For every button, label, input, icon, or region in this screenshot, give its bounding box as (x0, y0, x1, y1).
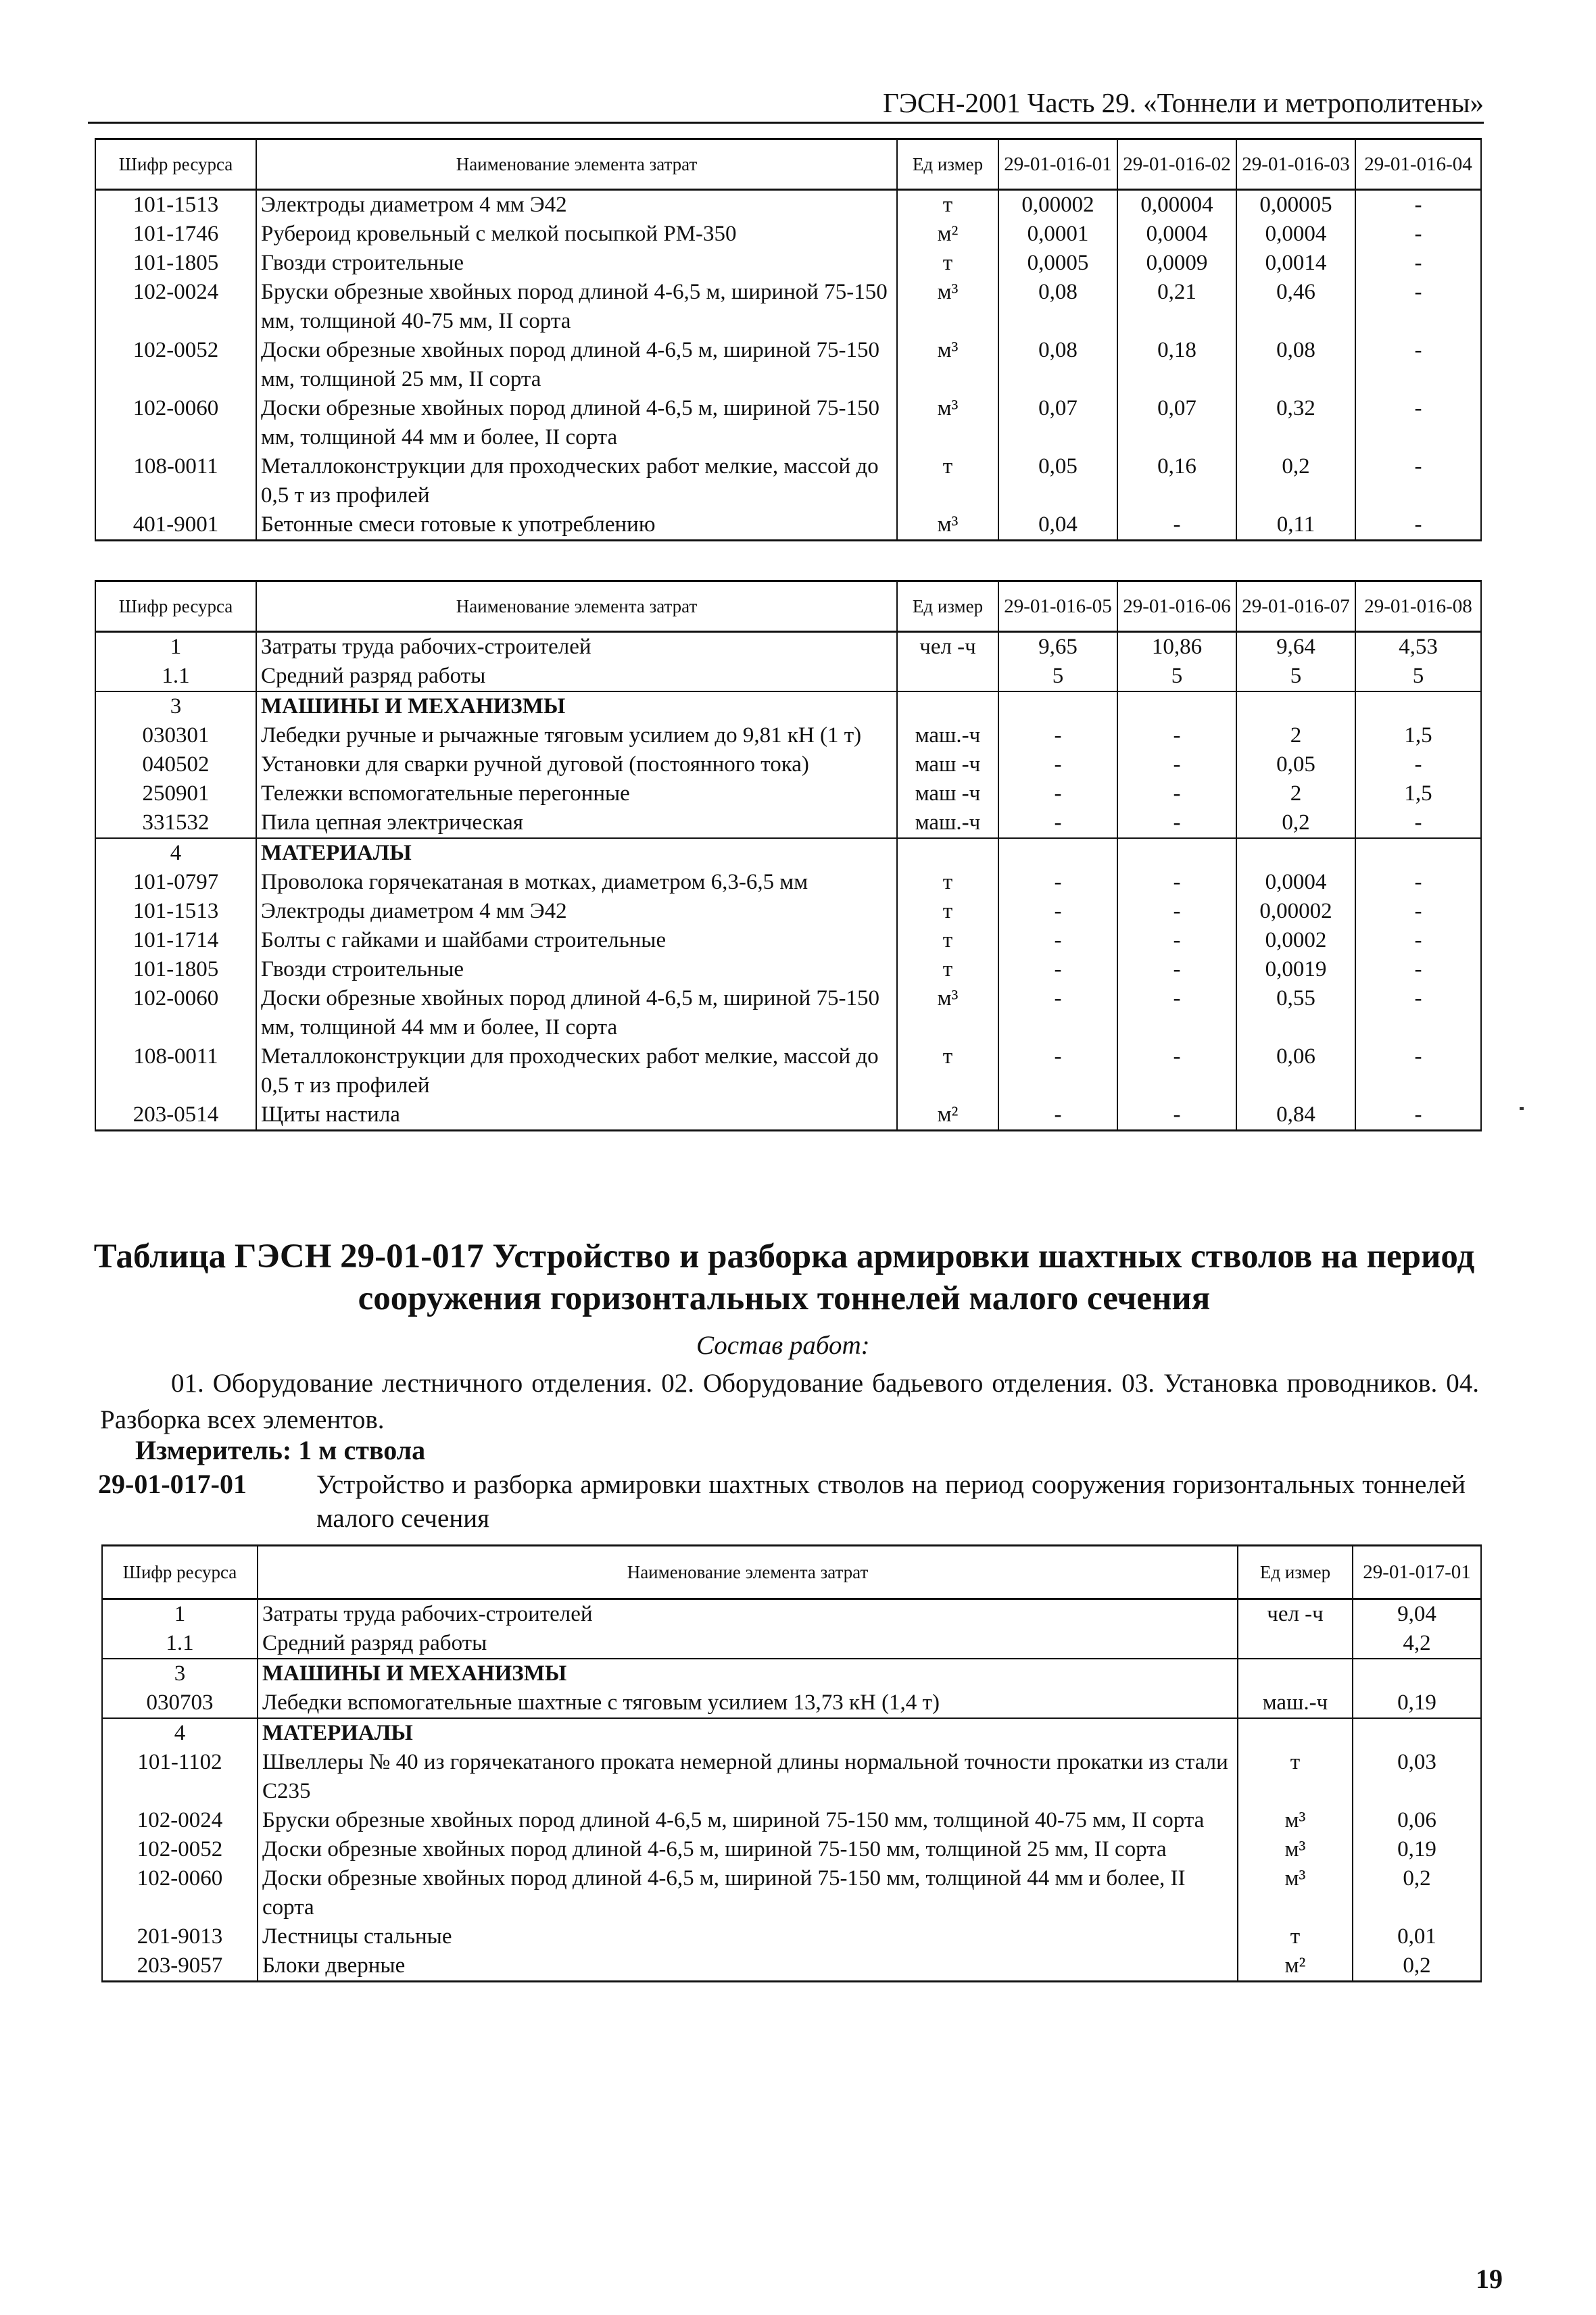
cell-code: 101-0797 (95, 868, 256, 897)
cell-code: 1.1 (95, 662, 256, 691)
cell-value: 0,0004 (1236, 220, 1355, 249)
cell-unit (897, 691, 998, 721)
cell-value: 0,03 (1353, 1748, 1481, 1806)
cell-code: 401-9001 (95, 510, 256, 541)
cell-value: - (1117, 984, 1236, 1042)
cell-value (1117, 691, 1236, 721)
cell-value: 0,18 (1117, 336, 1236, 394)
cell-unit: м³ (1238, 1835, 1353, 1864)
table-row (95, 955, 1481, 984)
cell-code: 203-9057 (102, 1951, 258, 1982)
cell-code: 1 (95, 632, 256, 662)
cell-value (1236, 691, 1355, 721)
col-header-norm: 29-01-016-03 (1236, 139, 1355, 190)
cell-value: - (1117, 1100, 1236, 1131)
table-row (102, 1718, 1481, 1748)
col-header-name: Наименование элемента затрат (258, 1546, 1238, 1599)
cell-unit: м³ (897, 984, 998, 1042)
cell-name: Электроды диаметром 4 мм Э42 (256, 897, 897, 926)
table-row (95, 691, 1481, 721)
cell-code: 101-1102 (102, 1748, 258, 1806)
table-row (95, 249, 1481, 278)
resource-table-016-part1 (95, 138, 1482, 541)
table-row (95, 278, 1481, 336)
cell-value: 0,0004 (1117, 220, 1236, 249)
cell-value: 0,32 (1236, 394, 1355, 452)
cell-value: - (1117, 955, 1236, 984)
cell-value: 0,55 (1236, 984, 1355, 1042)
table-row (102, 1629, 1481, 1659)
cell-unit (897, 662, 998, 691)
cell-code: 201-9013 (102, 1922, 258, 1951)
cell-value: 5 (1236, 662, 1355, 691)
cell-code: 4 (102, 1718, 258, 1748)
table-row (95, 632, 1481, 662)
cell-value: - (1117, 1042, 1236, 1100)
col-header-code: Шифр ресурса (95, 581, 256, 632)
running-header (88, 87, 1484, 124)
cell-code: 4 (95, 838, 256, 868)
cell-value: 5 (1355, 662, 1481, 691)
cell-value: 0,08 (1236, 336, 1355, 394)
cell-value: 2 (1236, 721, 1355, 750)
cell-value: 0,0005 (998, 249, 1117, 278)
cell-value: 0,2 (1353, 1951, 1481, 1982)
cell-unit: м² (1238, 1951, 1353, 1982)
col-header-unit: Ед измер (897, 581, 998, 632)
cell-code: 331532 (95, 808, 256, 838)
cell-name: Доски обрезные хвойных пород длиной 4-6,5 м, шириной 75-150 мм, толщиной 44 мм и более, II сорта (256, 394, 897, 452)
cell-value: - (1355, 955, 1481, 984)
cell-name: Проволока горячекатаная в мотках, диаметром 6,3-6,5 мм (256, 868, 897, 897)
cell-value: 0,46 (1236, 278, 1355, 336)
cell-unit: маш.-ч (1238, 1688, 1353, 1718)
cell-value: - (1355, 336, 1481, 394)
cell-name: Металлоконструкции для проходческих работ мелкие, массой до 0,5 т из профилей (256, 452, 897, 510)
cell-unit: т (897, 897, 998, 926)
cell-unit: м² (897, 1100, 998, 1131)
cell-value: 0,11 (1236, 510, 1355, 541)
cell-name: Лебедки ручные и рычажные тяговым усилием до 9,81 кН (1 т) (256, 721, 897, 750)
table-header-row (95, 581, 1481, 632)
cell-unit (1238, 1629, 1353, 1659)
cell-unit (1238, 1659, 1353, 1688)
cell-code: 203-0514 (95, 1100, 256, 1131)
cell-value: - (1355, 394, 1481, 452)
cell-code: 101-1513 (95, 190, 256, 220)
table-row (95, 750, 1481, 779)
table-row (95, 984, 1481, 1042)
cell-value (998, 691, 1117, 721)
table-row (102, 1806, 1481, 1835)
cell-code: 101-1805 (95, 249, 256, 278)
page-number: 19 (1476, 2264, 1503, 2294)
cell-unit: м² (897, 220, 998, 249)
table-row (102, 1688, 1481, 1718)
cell-name: Доски обрезные хвойных пород длиной 4-6,5 м, шириной 75-150 мм, толщиной 25 мм, II сорта (258, 1835, 1238, 1864)
cell-code: 102-0060 (95, 984, 256, 1042)
cell-value: 4,53 (1355, 632, 1481, 662)
cell-value: 9,65 (998, 632, 1117, 662)
table-row (95, 452, 1481, 510)
cell-value: - (998, 750, 1117, 779)
cell-value: 0,06 (1353, 1806, 1481, 1835)
cell-unit: т (897, 1042, 998, 1100)
col-header-norm: 29-01-016-01 (998, 139, 1117, 190)
cell-unit: маш -ч (897, 779, 998, 808)
cell-code: 3 (102, 1659, 258, 1688)
cell-name: Затраты труда рабочих-строителей (258, 1599, 1238, 1630)
table-row (95, 779, 1481, 808)
cell-value: 0,05 (1236, 750, 1355, 779)
table-row (102, 1659, 1481, 1688)
cell-name: МАШИНЫ И МЕХАНИЗМЫ (258, 1659, 1238, 1688)
cell-value: 0,0002 (1236, 926, 1355, 955)
cell-value: - (1117, 897, 1236, 926)
cell-value: 0,0001 (998, 220, 1117, 249)
table-row (102, 1951, 1481, 1982)
table-header-row (95, 139, 1481, 190)
cell-value: 0,2 (1353, 1864, 1481, 1922)
col-header-name: Наименование элемента затрат (256, 581, 897, 632)
cell-value: - (1355, 926, 1481, 955)
cell-value: - (998, 955, 1117, 984)
cell-value: - (1355, 868, 1481, 897)
cell-code: 1 (102, 1599, 258, 1630)
cell-name: Доски обрезные хвойных пород длиной 4-6,5 м, шириной 75-150 мм, толщиной 44 мм и более, II сорта (258, 1864, 1238, 1922)
cell-code: 102-0024 (102, 1806, 258, 1835)
cell-unit: м³ (1238, 1806, 1353, 1835)
resource-table-017 (101, 1544, 1482, 1982)
cell-name: Блоки дверные (258, 1951, 1238, 1982)
cell-name: Гвозди строительные (256, 955, 897, 984)
cell-value: 0,00004 (1117, 190, 1236, 220)
cell-code: 101-1513 (95, 897, 256, 926)
cell-code: 101-1805 (95, 955, 256, 984)
cell-name: Установки для сварки ручной дуговой (постоянного тока) (256, 750, 897, 779)
cell-value: - (1355, 190, 1481, 220)
cell-name: МАШИНЫ И МЕХАНИЗМЫ (256, 691, 897, 721)
cell-code: 108-0011 (95, 1042, 256, 1100)
table-row (95, 394, 1481, 452)
cell-value: - (1117, 750, 1236, 779)
cell-value: - (1355, 249, 1481, 278)
table-row (102, 1922, 1481, 1951)
table-row (95, 808, 1481, 838)
cell-value: - (1355, 452, 1481, 510)
cell-unit: т (897, 868, 998, 897)
cell-code: 1.1 (102, 1629, 258, 1659)
cell-code: 108-0011 (95, 452, 256, 510)
table-row (95, 1100, 1481, 1131)
cell-name: Лестницы стальные (258, 1922, 1238, 1951)
cell-unit: т (897, 249, 998, 278)
cell-value: 1,5 (1355, 779, 1481, 808)
cell-value: - (998, 779, 1117, 808)
cell-code: 040502 (95, 750, 256, 779)
cell-value: 0,0014 (1236, 249, 1355, 278)
cell-code: 102-0024 (95, 278, 256, 336)
cell-unit: м³ (1238, 1864, 1353, 1922)
cell-value: 0,0004 (1236, 868, 1355, 897)
cell-value: - (1117, 808, 1236, 838)
col-header-code: Шифр ресурса (95, 139, 256, 190)
cell-unit: т (897, 452, 998, 510)
cell-value (1117, 838, 1236, 868)
cell-value: 0,84 (1236, 1100, 1355, 1131)
cell-value: 0,00005 (1236, 190, 1355, 220)
cell-value: - (998, 808, 1117, 838)
col-header-norm: 29-01-017-01 (1353, 1546, 1481, 1599)
cell-value: 0,19 (1353, 1688, 1481, 1718)
cell-name: Пила цепная электрическая (256, 808, 897, 838)
cell-value: - (998, 868, 1117, 897)
table-row (95, 838, 1481, 868)
cell-value (1353, 1659, 1481, 1688)
cell-value: 4,2 (1353, 1629, 1481, 1659)
cell-value: - (1355, 808, 1481, 838)
cell-value: 0,19 (1353, 1835, 1481, 1864)
cell-value: 10,86 (1117, 632, 1236, 662)
cell-code: 102-0052 (95, 336, 256, 394)
cell-unit: чел -ч (1238, 1599, 1353, 1630)
table-body (95, 190, 1481, 541)
cell-name: Гвозди строительные (256, 249, 897, 278)
table-row (102, 1835, 1481, 1864)
cell-name: Доски обрезные хвойных пород длиной 4-6,5 м, шириной 75-150 мм, толщиной 44 мм и более, II сорта (256, 984, 897, 1042)
cell-value: 0,01 (1353, 1922, 1481, 1951)
cell-code: 102-0052 (102, 1835, 258, 1864)
cell-value: 0,08 (998, 278, 1117, 336)
cell-code: 101-1714 (95, 926, 256, 955)
cell-value: - (998, 1100, 1117, 1131)
cell-code: 030301 (95, 721, 256, 750)
cell-value: - (1117, 779, 1236, 808)
cell-name: Доски обрезные хвойных пород длиной 4-6,5 м, шириной 75-150 мм, толщиной 25 мм, II сорта (256, 336, 897, 394)
cell-name: Металлоконструкции для проходческих работ мелкие, массой до 0,5 т из профилей (256, 1042, 897, 1100)
cell-value: 5 (1117, 662, 1236, 691)
cell-unit: т (1238, 1748, 1353, 1806)
cell-unit: м³ (897, 336, 998, 394)
cell-value: - (998, 926, 1117, 955)
cell-unit: м³ (897, 510, 998, 541)
table-row (95, 926, 1481, 955)
cell-name: Затраты труда рабочих-строителей (256, 632, 897, 662)
cell-value: - (998, 721, 1117, 750)
cell-value: 0,04 (998, 510, 1117, 541)
cell-value: - (998, 984, 1117, 1042)
col-header-code: Шифр ресурса (102, 1546, 258, 1599)
cell-unit: т (897, 955, 998, 984)
norm-description: Устройство и разборка армировки шахтных стволов на период сооружения горизонтальных тоннелей малого сечения (316, 1470, 1466, 1533)
cell-value (1355, 691, 1481, 721)
col-header-norm: 29-01-016-02 (1117, 139, 1236, 190)
cell-value: 9,64 (1236, 632, 1355, 662)
cell-value: 0,06 (1236, 1042, 1355, 1100)
table-body (102, 1599, 1481, 1982)
cell-name: Рубероид кровельный с мелкой посыпкой РМ-350 (256, 220, 897, 249)
table-header-row (102, 1546, 1481, 1599)
col-header-name: Наименование элемента затрат (256, 139, 897, 190)
measure-unit: Измеритель: 1 м ствола (135, 1435, 426, 1465)
cell-name: Средний разряд работы (258, 1629, 1238, 1659)
cell-value (998, 838, 1117, 868)
cell-name: Бруски обрезные хвойных пород длиной 4-6,5 м, шириной 75-150 мм, толщиной 40-75 мм, II сорта (256, 278, 897, 336)
cell-value: 0,08 (998, 336, 1117, 394)
cell-name: Тележки вспомогательные перегонные (256, 779, 897, 808)
cell-name: Швеллеры № 40 из горячекатаного проката немерной длины нормальной точности прокатки из стали С235 (258, 1748, 1238, 1806)
cell-name: Бруски обрезные хвойных пород длиной 4-6,5 м, шириной 75-150 мм, толщиной 40-75 мм, II сорта (258, 1806, 1238, 1835)
cell-name: МАТЕРИАЛЫ (256, 838, 897, 868)
cell-value: 0,16 (1117, 452, 1236, 510)
col-header-norm: 29-01-016-06 (1117, 581, 1236, 632)
cell-unit: т (897, 926, 998, 955)
table-row (95, 662, 1481, 691)
cell-value: - (1355, 278, 1481, 336)
cell-value: 0,21 (1117, 278, 1236, 336)
cell-value: - (1117, 926, 1236, 955)
col-header-norm: 29-01-016-04 (1355, 139, 1481, 190)
cell-value: - (1355, 750, 1481, 779)
resource-table-016-part2 (95, 580, 1482, 1131)
table-row (95, 190, 1481, 220)
cell-value (1236, 838, 1355, 868)
cell-value: 0,00002 (998, 190, 1117, 220)
cell-value: 0,07 (1117, 394, 1236, 452)
cell-value: - (998, 897, 1117, 926)
cell-code: 102-0060 (95, 394, 256, 452)
cell-value: - (1355, 510, 1481, 541)
cell-value: 0,2 (1236, 452, 1355, 510)
cell-value: - (1355, 220, 1481, 249)
cell-value: 0,07 (998, 394, 1117, 452)
cell-value: 0,0009 (1117, 249, 1236, 278)
col-header-unit: Ед измер (1238, 1546, 1353, 1599)
cell-unit: чел -ч (897, 632, 998, 662)
cell-value: - (1355, 984, 1481, 1042)
cell-value: 5 (998, 662, 1117, 691)
table-row (95, 1042, 1481, 1100)
cell-name: Средний разряд работы (256, 662, 897, 691)
cell-unit (897, 838, 998, 868)
cell-value: 9,04 (1353, 1599, 1481, 1630)
col-header-norm: 29-01-016-05 (998, 581, 1117, 632)
table-row (95, 721, 1481, 750)
cell-unit: м³ (897, 278, 998, 336)
work-composition-text: 01. Оборудование лестничного отделения. 02. Оборудование бадьевого отделения. 03. Установка проводников. 04. Разборка всех элементов. (100, 1369, 1479, 1434)
cell-name: Электроды диаметром 4 мм Э42 (256, 190, 897, 220)
table-row (95, 220, 1481, 249)
table-row (102, 1599, 1481, 1630)
cell-value: - (1117, 868, 1236, 897)
table-row (95, 510, 1481, 541)
table-row (95, 868, 1481, 897)
cell-code: 101-1746 (95, 220, 256, 249)
cell-value: 2 (1236, 779, 1355, 808)
cell-value: - (1355, 1042, 1481, 1100)
norm-code: 29-01-017-01 (98, 1469, 247, 1499)
cell-code: 3 (95, 691, 256, 721)
cell-code: 102-0060 (102, 1864, 258, 1922)
cell-unit: т (1238, 1922, 1353, 1951)
section-title-line2: сооружения горизонтальных тоннелей малого сечения (358, 1280, 1211, 1317)
col-header-norm: 29-01-016-08 (1355, 581, 1481, 632)
table-body (95, 632, 1481, 1131)
table-row (95, 336, 1481, 394)
cell-name: Щиты настила (256, 1100, 897, 1131)
cell-value: 0,05 (998, 452, 1117, 510)
cell-unit: маш.-ч (897, 808, 998, 838)
header-text: ГЭСН-2001 Часть 29. «Тоннели и метрополитены» (883, 87, 1484, 118)
cell-code: 030703 (102, 1688, 258, 1718)
cell-value: - (1355, 1100, 1481, 1131)
cell-value: 0,2 (1236, 808, 1355, 838)
cell-name: Болты с гайками и шайбами строительные (256, 926, 897, 955)
table-row (95, 897, 1481, 926)
cell-unit: маш.-ч (897, 721, 998, 750)
cell-name: Бетонные смеси готовые к употреблению (256, 510, 897, 541)
cell-unit: м³ (897, 394, 998, 452)
table-row (102, 1748, 1481, 1806)
cell-value: 0,00002 (1236, 897, 1355, 926)
cell-value: - (998, 1042, 1117, 1100)
col-header-norm: 29-01-016-07 (1236, 581, 1355, 632)
table-row (102, 1864, 1481, 1922)
cell-value (1355, 838, 1481, 868)
scan-speck (1520, 1107, 1524, 1110)
cell-name: МАТЕРИАЛЫ (258, 1718, 1238, 1748)
cell-value: 1,5 (1355, 721, 1481, 750)
col-header-unit: Ед измер (897, 139, 998, 190)
cell-value: - (1117, 721, 1236, 750)
cell-value: 0,0019 (1236, 955, 1355, 984)
cell-code: 250901 (95, 779, 256, 808)
cell-unit (1238, 1718, 1353, 1748)
cell-unit: т (897, 190, 998, 220)
cell-unit: маш -ч (897, 750, 998, 779)
cell-value: - (1355, 897, 1481, 926)
work-composition-title: Состав работ: (696, 1331, 870, 1360)
section-title-line1: Таблица ГЭСН 29-01-017 Устройство и разборка армировки шахтных стволов на период (93, 1238, 1475, 1275)
cell-value: - (1117, 510, 1236, 541)
cell-name: Лебедки вспомогательные шахтные с тяговым усилием 13,73 кН (1,4 т) (258, 1688, 1238, 1718)
cell-value (1353, 1718, 1481, 1748)
